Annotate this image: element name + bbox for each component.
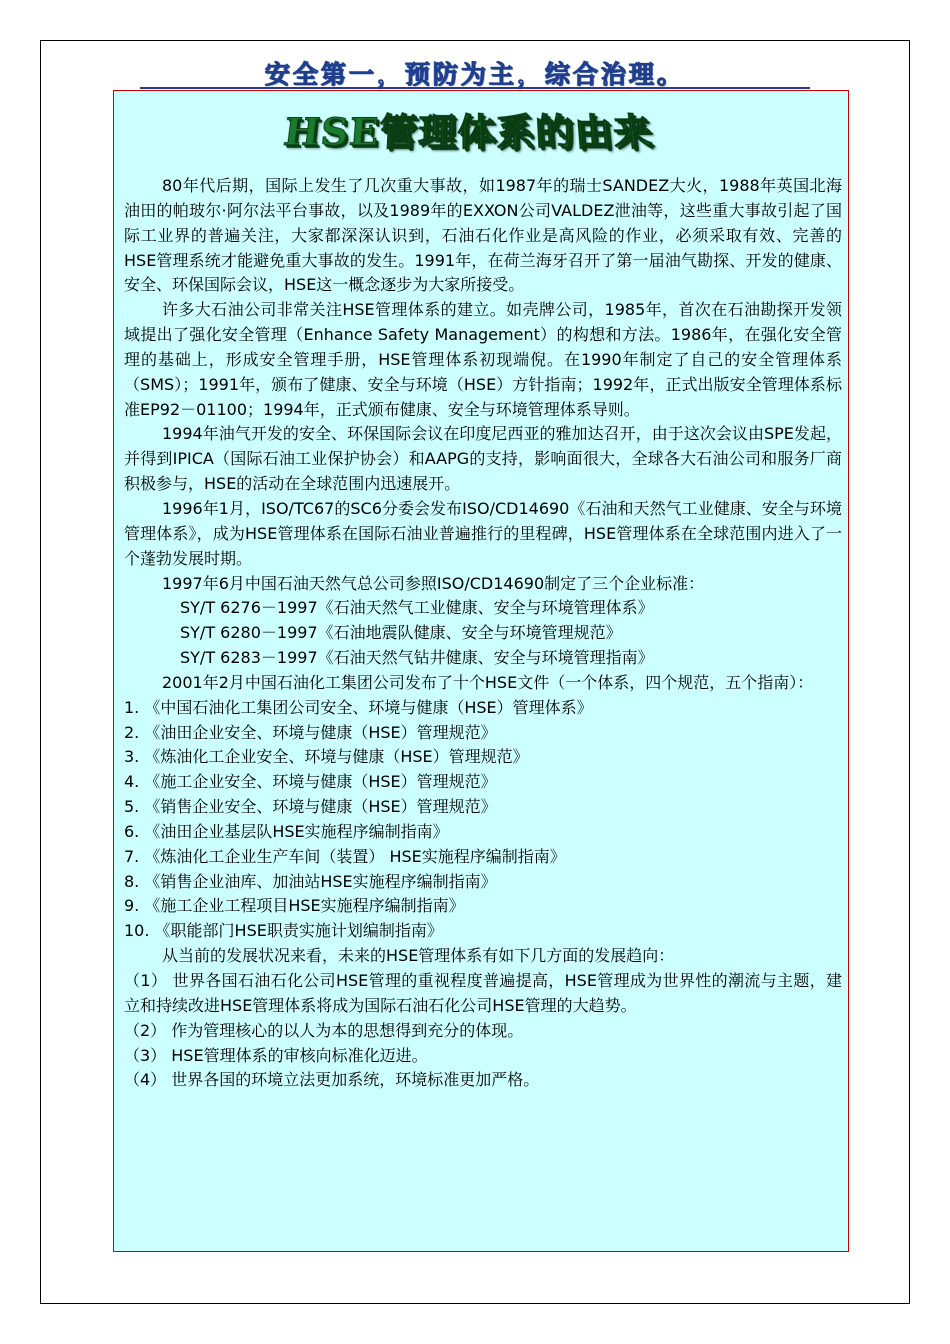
safety-slogan: 安全第一，预防为主，综合治理。: [264, 60, 685, 89]
trend-item: （2） 作为管理核心的以人为本的思想得到充分的体现。: [124, 1020, 524, 1040]
trend-item: （3） HSE管理体系的审核向标准化迈进。: [124, 1045, 428, 1065]
document-item: 10. 《职能部门HSE职责实施计划编制指南》: [124, 921, 443, 941]
document-item: 9. 《施工企业工程项目HSE实施程序编制指南》: [124, 896, 465, 916]
document-item: 1. 《中国石油化工集团公司安全、环境与健康（HSE）管理体系》: [124, 697, 593, 717]
paragraph-sinopec: 2001年2月中国石油化工集团公司发布了十个HSE文件（一个体系，四个规范，五个指南）：: [162, 672, 814, 692]
paragraph-shell: 许多大石油公司非常关注HSE管理体系的建立。如壳牌公司，1985年，首次在石油勘探开发领域提出了强化安全管理（Enhance Safety Management）的构想和方法。1986年，在强化安全管理的基础上，形成安全管理手册，HSE管理体系初现端倪。在1990年制定了自己的安全管理体系（SMS）；1991年，颁布了健康、安全与环境（HSE）方针指南；1992年，正式出版安全管理体系标准EP92－01100；1994年，正式颁布健康、安全与环境管理体系导则。: [124, 300, 842, 419]
standard-item: SY/T 6276－1997《石油天然气工业健康、安全与环境管理体系》: [180, 598, 654, 618]
standard-item: SY/T 6283－1997《石油天然气钻井健康、安全与环境管理指南》: [180, 648, 654, 668]
title-banner: [262, 104, 674, 160]
document-item: 8. 《销售企业油库、加油站HSE实施程序编制指南》: [124, 871, 497, 891]
paragraph-iso: 1996年1月，ISO/TC67的SC6分委会发布ISO/CD14690《石油和天然气工业健康、安全与环境管理体系》，成为HSE管理体系在国际石油业普遍推行的里程碑，HSE管理体系在全球范围内进入了一个蓬勃发展时期。: [124, 498, 842, 568]
document-item: 2. 《油田企业安全、环境与健康（HSE）管理规范》: [124, 722, 497, 742]
document-item: 3. 《炼油化工企业安全、环境与健康（HSE）管理规范》: [124, 747, 529, 767]
trend-item: （1） 世界各国石油石化公司HSE管理的重视程度普遍提高，HSE管理成为世界性的潮流与主题，建立和持续改进HSE管理体系将成为国际石油石化公司HSE管理的大趋势。: [124, 971, 842, 1015]
standard-item: SY/T 6280－1997《石油地震队健康、安全与环境管理规范》: [180, 623, 622, 643]
paragraph-origin: 80年代后期，国际上发生了几次重大事故，如1987年的瑞士SANDEZ大火，1988年英国北海油田的帕玻尔·阿尔法平台事故，以及1989年的EXXON公司VALDEZ泄油等，这些重大事故引起了国际工业界的普遍关注，大家都深深认识到，石油石化作业是高风险的作业，必须采取有效、完善的HSE管理系统才能避免重大事故的发生。1991年，在荷兰海牙召开了第一届油气勘探、开发的健康、安全、环保国际会议，HSE这一概念逐步为大家所接受。: [124, 176, 842, 295]
document-item: 6. 《油田企业基层队HSE实施程序编制指南》: [124, 821, 449, 841]
paragraph-trends: 从当前的发展状况来看，未来的HSE管理体系有如下几方面的发展趋向：: [162, 946, 675, 966]
paragraph-cnpc: 1997年6月中国石油天然气总公司参照ISO/CD14690制定了三个企业标准：: [162, 573, 705, 593]
paragraph-jakarta: 1994年油气开发的安全、环保国际会议在印度尼西亚的雅加达召开，由于这次会议由SPE发起，并得到IPICA（国际石油工业保护协会）和AAPG的支持，影响面很大，全球各大石油公司和服务厂商积极参与，HSE的活动在全球范围内迅速展开。: [124, 424, 842, 494]
document-item: 4. 《施工企业安全、环境与健康（HSE）管理规范》: [124, 772, 497, 792]
document-item: 7. 《炼油化工企业生产车间（装置） HSE实施程序编制指南》: [124, 846, 566, 866]
document-item: 5. 《销售企业安全、环境与健康（HSE）管理规范》: [124, 797, 497, 817]
article-body: [124, 174, 842, 1093]
trend-item: （4） 世界各国的环境立法更加系统，环境标准更加严格。: [124, 1070, 540, 1090]
slogan-underline: [140, 87, 810, 89]
page-title: HSE管理体系的由来: [280, 109, 656, 154]
